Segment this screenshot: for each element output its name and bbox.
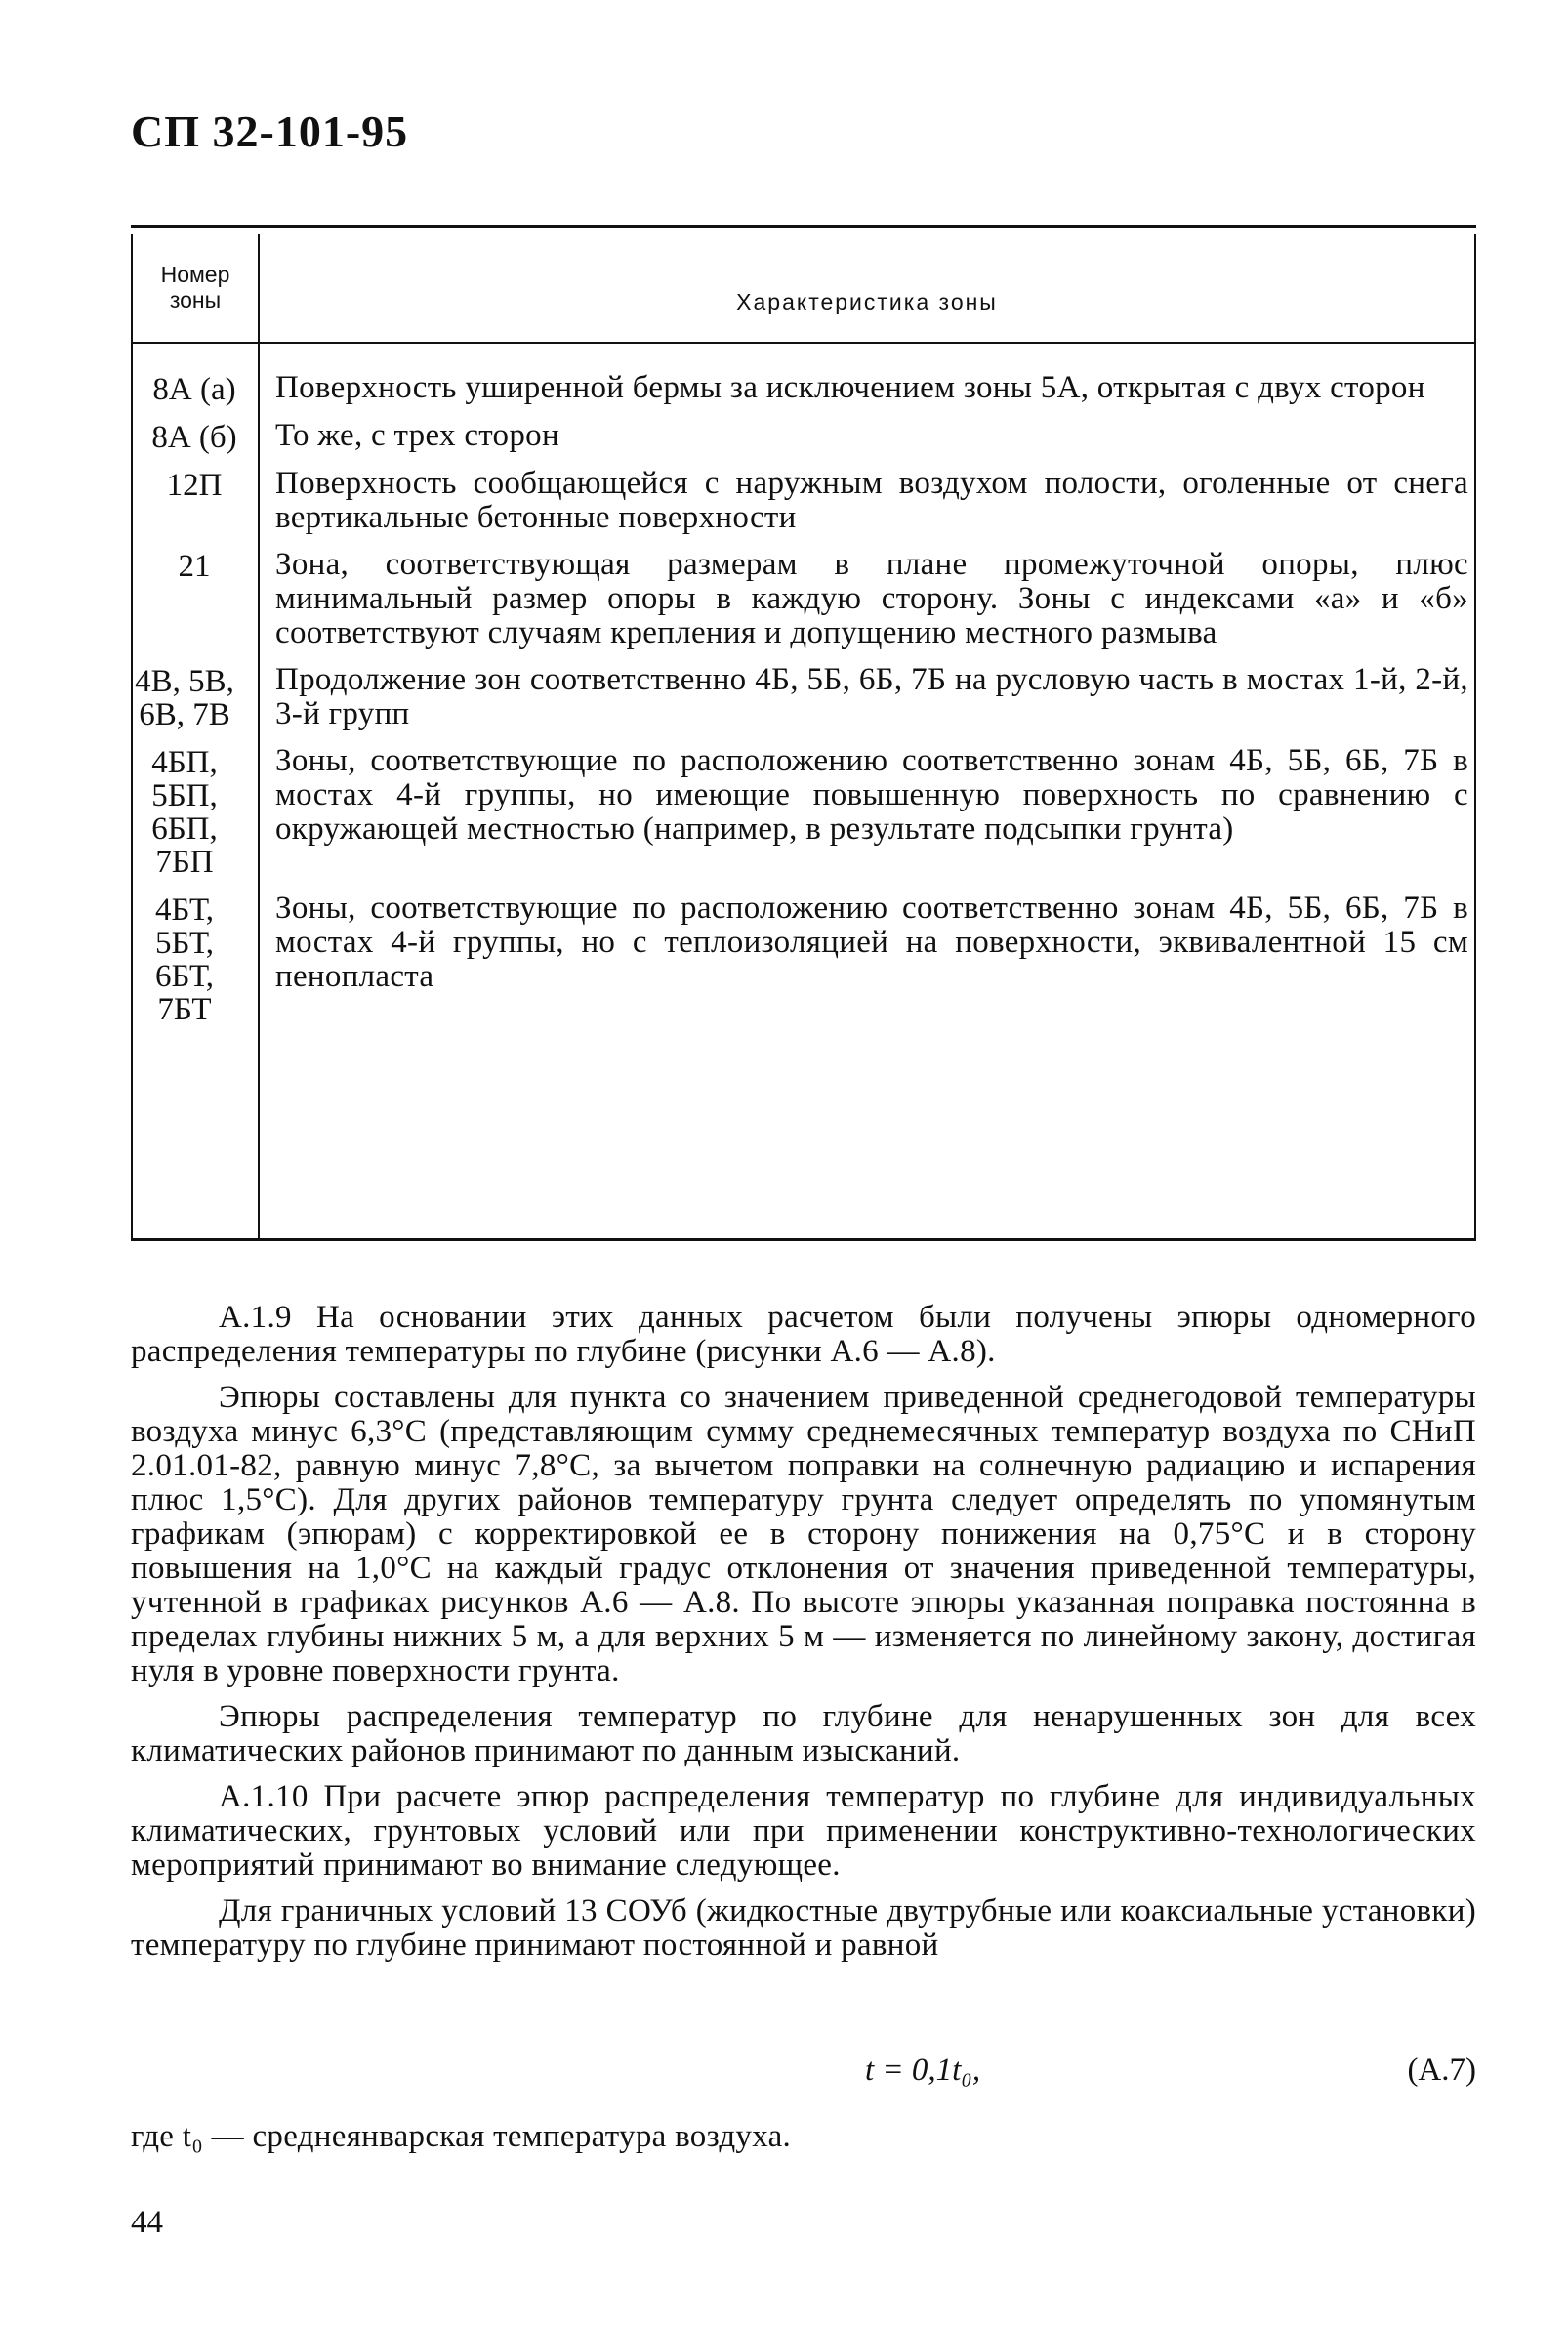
formula-explanation: где t₀ — среднеянварская температура воздуха. [131,2119,792,2154]
body-text [131,1301,1476,1974]
zone-number-cell: 4БП, 5БП, 6БП, 7БП [151,745,218,880]
formula-number: (А.7) [1407,2053,1476,2088]
paragraph: Эпюры составлены для пункта со значением приведенной среднегодовой температуры воздуха минус 6,3°С (представляющим сумму среднемесячных температур воздуха по СНиП 2.01.01-82, равную минус 7,8°С, за вычетом поправки на солнечную радиацию и испарения плюс 1,5°С). Для других районов температуру грунта следует определять по упомянутым графикам (эпюрам) с корректировкой ее в сторону понижения на 0,75°С и в сторону повышения на 1,0°С на каждый градус отклонения от значения приведенной температуры, учтенной в графиках рисунков А.6 — А.8. По высоте эпюры указанная поправка постоянна в пределах глубины нижних 5 м, а для верхних 5 м — изменяется по линейному закону, достигая нуля в уровне поверхности грунта. [131,1380,1476,1688]
table-row [131,548,1476,650]
table-row [131,663,1476,731]
zone-number-cell: 21 [178,549,211,584]
zone-description-cell: То же, с трех сторон [275,418,559,453]
document-code: СП 32-101-95 [131,106,409,156]
table-bottom-rule [131,1238,1476,1241]
table-body [131,371,1476,1039]
paragraph: Эпюры распределения температур по глубине для ненарушенных зон для всех климатических районов принимают по данным изысканий. [131,1699,1476,1768]
zone-number-cell: 8А (б) [151,420,237,455]
table-row [131,419,1476,454]
zone-description-cell: Зона, соответствующая размерам в плане промежуточной опоры, плюс минимальный размер опоры в каждую сторону. Зоны с индексами «а» и «б» соответствуют случаям крепления и допущению местного размыва [275,547,1468,650]
zone-description-cell: Зоны, соответствующие по расположению соответственно зонам 4Б, 5Б, 6Б, 7Б в мостах 4-й группы, но имеющие повышенную поверхность по сравнению с окружающей местностью (например, в результате подсыпки грунта) [275,743,1468,847]
table-row [131,892,1476,1026]
formula-expression: t = 0,1t₀, [865,2053,981,2088]
table-row [131,467,1476,535]
zone-description-cell: Поверхность сообщающейся с наружным воздухом полости, оголенные от снега вертикальные бетонные поверхности [275,466,1468,535]
zone-description-cell: Продолжение зон соответственно 4Б, 5Б, 6Б, 7Б на русловую часть в мостах 1-й, 2-й, 3-й групп [275,662,1468,731]
column-header-zone-number: Номер зоны [160,262,230,312]
formula-a-7 [131,2053,1476,2088]
table-row [131,744,1476,879]
zone-description-cell: Поверхность уширенной бермы за исключением зоны 5А, открытая с двух сторон [275,370,1425,405]
zone-number-cell: 4БТ, 5БТ, 6БТ, 7БТ [154,893,215,1027]
zones-table [131,225,1476,1244]
zone-number-cell: 12П [166,468,223,503]
paragraph-a-1-10: А.1.10 При расчете эпюр распределения температур по глубине для индивидуальных климатических, грунтовых условий или при применении конструктивно-технологических мероприятий принимают во внимание следующее. [131,1779,1476,1883]
zone-description-cell: Зоны, соответствующие по расположению соответственно зонам 4Б, 5Б, 6Б, 7Б в мостах 4-й группы, но с теплоизоляцией на поверхности, эквивалентной 15 см пенопласта [275,891,1468,994]
zone-number-cell: 4В, 5В, 6В, 7В [135,664,234,732]
paragraph: Для граничных условий 13 СОУб (жидкостные двутрубные или коаксиальные установки) температуру по глубине принимают постоянной и равной [131,1893,1476,1963]
paragraph-a-1-9: А.1.9 На основании этих данных расчетом были получены эпюры одномерного распределения температуры по глубине (рисунки А.6 — А.8). [131,1300,1476,1369]
table-top-rule [131,225,1476,228]
table-row [131,371,1476,406]
zone-number-cell: 8А (а) [152,372,236,407]
column-header-zone-characteristic: Характеристика зоны [736,289,998,314]
table-header-rule [131,342,1476,344]
page-number: 44 [131,2205,163,2240]
